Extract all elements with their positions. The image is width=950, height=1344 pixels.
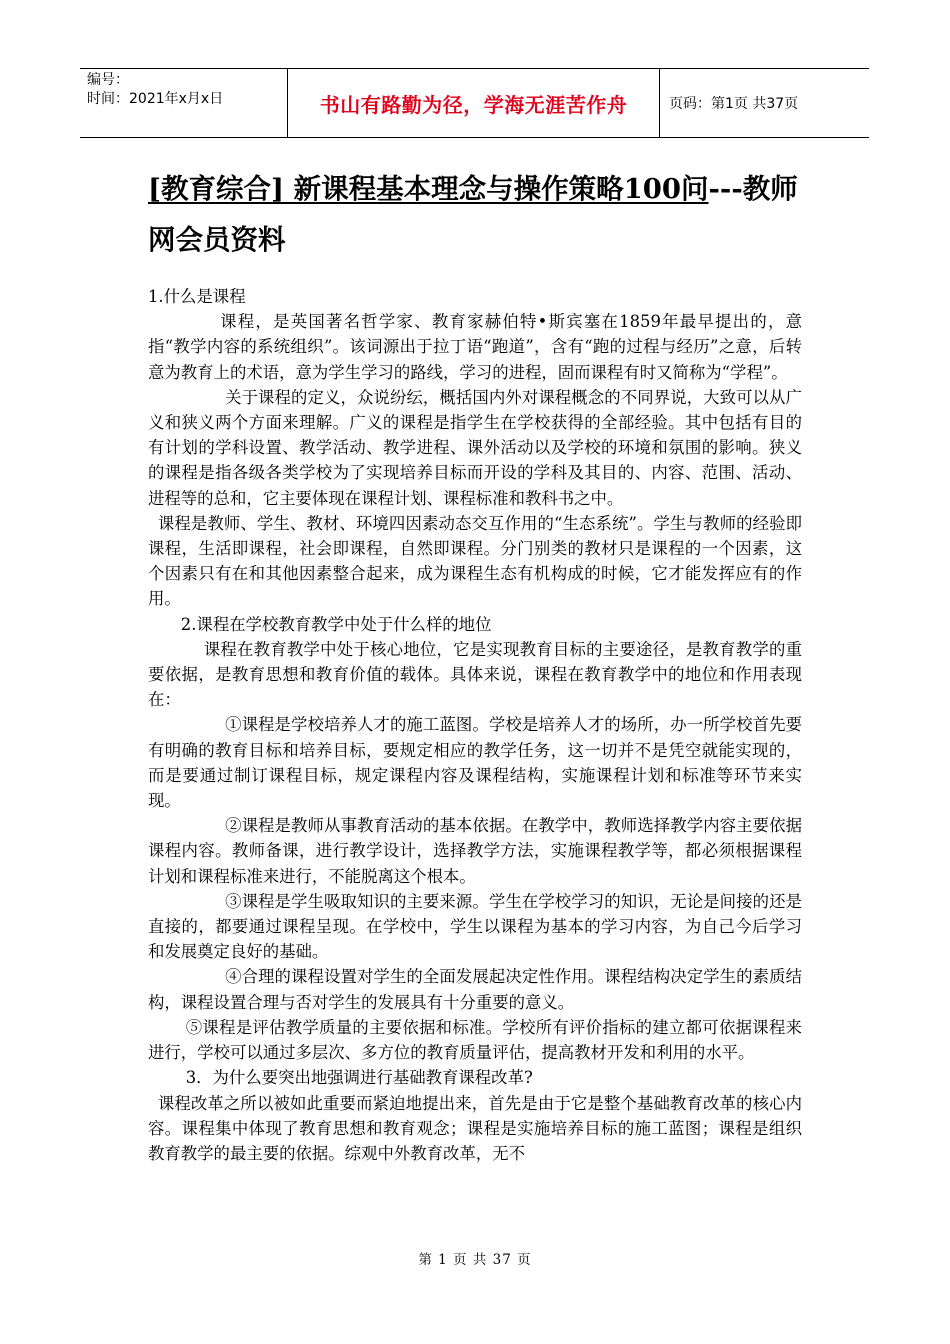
title-main: [教育综合] 新课程基本理念与操作策略100问 xyxy=(148,173,709,205)
header-meta xyxy=(80,69,287,137)
header-page-number: 页码：第1页 共37页 xyxy=(669,96,799,112)
section-heading-1: 1.什么是课程 xyxy=(148,287,246,306)
section-heading-3: 3．为什么要突出地强调进行基础教育课程改革? xyxy=(185,1068,533,1088)
paragraph: 关于课程的定义，众说纷纭，概括国内外对课程概念的不同界说，大致可以从广义和狭义两个方面来理解。广义的课程是指学生在学校获得的全部经验。其中包括有目的有计划的学科设置、教学活动、教学进程、课外活动以及学校的环境和氛围的影响。狭义的课程是指各级各类学校为了实现培养目标而开设的学科及其目的、内容、范围、活动、进程等的总和，它主要体现在课程计划、课程标准和教科书之中。 xyxy=(148,387,802,508)
list-item: ④合理的课程设置对学生的全面发展起决定性作用。课程结构决定学生的素质结构，课程设置合理与否对学生的发展具有十分重要的意义。 xyxy=(148,967,802,1012)
list-item: ③课程是学生吸取知识的主要来源。学生在学校学习的知识，无论是间接的还是直接的，都要通过课程呈现。在学校中，学生以课程为基本的学习内容，为自己今后学习和发展奠定良好的基础。 xyxy=(148,891,802,962)
page-footer: 第 1 页 共 37 页 xyxy=(418,1252,532,1268)
paragraph: 课程是教师、学生、教材、环境四因素动态交互作用的“生态系统”。学生与教师的经验即课程，生活即课程，社会即课程，自然即课程。分门别类的教材只是课程的一个因素，这个因素只有在和其他因素整合起来，成为课程生态有机构成的时候，它才能发挥应有的作用。 xyxy=(148,513,802,609)
list-item: ②课程是教师从事教育活动的基本依据。在教学中，教师选择教学内容主要依据课程内容。教师备课，进行教学设计，选择教学方法，实施课程教学等，都必须根据课程计划和课程标准来进行，不能脱离这个根本。 xyxy=(148,816,802,886)
header-motto: 书山有路勤为径，学海无涯苦作舟 xyxy=(287,69,660,137)
list-item: ①课程是学校培养人才的施工蓝图。学校是培养人才的场所，办一所学校首先要有明确的教育目标和培养目标，要规定相应的教学任务，这一切并不是凭空就能实现的，而是要通过制订课程目标，规定课程内容及课程结构，实施课程计划和标准等环节来实现。 xyxy=(148,715,802,811)
paragraph: 课程在教育教学中处于核心地位，它是实现教育目标的主要途径，是教育教学的重要依据，是教育思想和教育价值的载体。具体来说，课程在教育教学中的地位和作用表现在： xyxy=(148,639,802,710)
page-header xyxy=(80,68,869,138)
paragraph: 课程，是英国著名哲学家、教育家赫伯特•斯宾塞在1859年最早提出的，意指“教学内容的系统组织”。该词源出于拉丁语“跑道”，含有“跑的过程与经历”之意，后转意为教育上的术语，意为学生学习的路线，学习的进程，固而课程有时又简称为“学程”。 xyxy=(148,312,802,382)
paragraph: 课程改革之所以被如此重要而紧迫地提出来，首先是由于它是整个基础教育改革的核心内容。课程集中体现了教育思想和教育观念；课程是实施培养目标的施工蓝图；课程是组织教育教学的最主要的依据。综观中外教育改革，无不 xyxy=(148,1093,802,1163)
section-heading-2: 2.课程在学校教育教学中处于什么样的地位 xyxy=(180,614,492,634)
document-body xyxy=(148,284,802,1166)
document-time-label: 时间：2021年x月x日 xyxy=(87,91,224,107)
document-title xyxy=(148,164,808,266)
list-item: ⑤课程是评估教学质量的主要依据和标准。学校所有评价指标的建立都可依据课程来进行，学校可以通过多层次、多方位的教育质量评估，提高教材开发和利用的水平。 xyxy=(148,1017,802,1063)
document-number-label: 编号： xyxy=(87,72,129,88)
title-suffix: ---教师网会员资料 xyxy=(148,173,798,256)
